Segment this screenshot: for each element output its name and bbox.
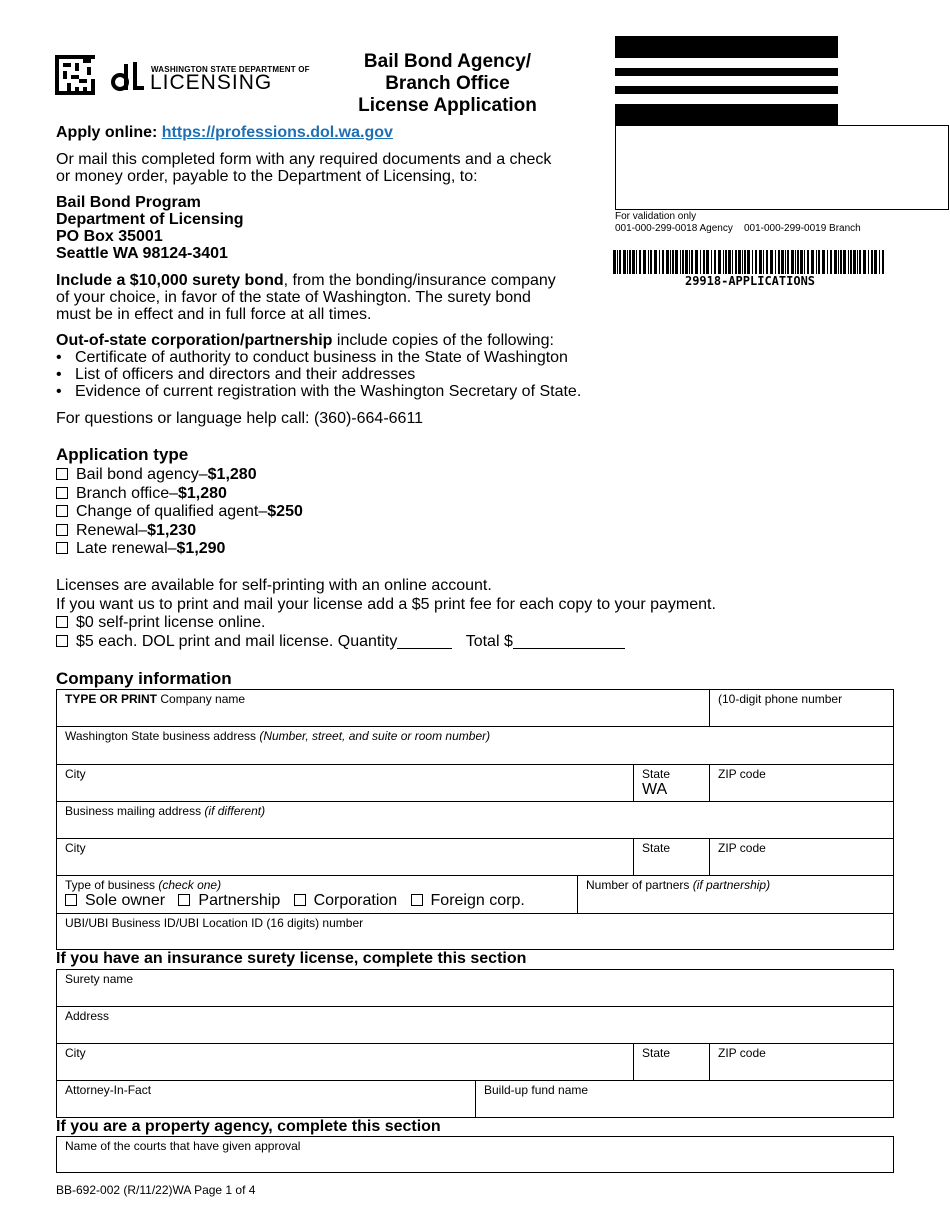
barcode-stripe (747, 250, 750, 274)
barcode-stripe (787, 250, 789, 274)
wa-address-field[interactable]: Washington State business address (Number, street, and suite or room number) (56, 726, 894, 764)
city-field[interactable]: City (56, 764, 633, 801)
barcode-stripe (785, 250, 786, 274)
list-item: • Certificate of authority to conduct business in the State of Washington (56, 349, 568, 366)
barcode-stripe (682, 250, 684, 274)
dol-logo-icon (111, 60, 147, 92)
surety-heading: If you have an insurance surety license, complete this section (56, 950, 527, 967)
barcode-stripe (659, 250, 660, 274)
mailing-address: Bail Bond Program Department of Licensing PO Box 35001 Seattle WA 98124-3401 (56, 194, 244, 262)
barcode-stripe (840, 250, 842, 274)
barcode-stripe (874, 250, 877, 274)
company-info-table (56, 689, 894, 950)
type-option-sole[interactable]: Sole owner (65, 892, 165, 909)
barcode-stripe (670, 250, 671, 274)
agency-small-text: WASHINGTON STATE DEPARTMENT OF (151, 65, 310, 74)
barcode-stripe (623, 250, 626, 274)
barcode-text: 29918-APPLICATIONS (684, 274, 816, 288)
barcode-stripe (706, 250, 709, 274)
build-up-fund-field[interactable]: Build-up fund name (475, 1080, 894, 1118)
barcode-stripe (863, 250, 866, 274)
barcode-stripe (700, 250, 701, 274)
agency-big-text: LICENSING (150, 71, 273, 94)
barcode-stripe (816, 250, 817, 274)
checkbox[interactable] (65, 894, 77, 906)
validation-bar (615, 86, 838, 94)
mailing-state-field[interactable]: State (633, 838, 709, 875)
barcode-stripe (859, 250, 861, 274)
list-item: • List of officers and directors and their addresses (56, 366, 416, 383)
property-heading: If you are a property agency, complete this section (56, 1118, 441, 1135)
surety-name-field[interactable]: Surety name (56, 969, 894, 1006)
barcode-stripe (666, 250, 669, 274)
barcode-stripe (848, 250, 849, 274)
validation-bar (615, 68, 838, 76)
barcode-stripe (763, 250, 764, 274)
barcode-stripe (738, 250, 741, 274)
print-option-mail[interactable]: $5 each. DOL print and mail license. Quantity Total $ (56, 633, 716, 652)
barcode-stripe (857, 250, 858, 274)
checkbox[interactable] (56, 542, 68, 554)
qr-code-icon (55, 55, 95, 95)
barcode-stripe (759, 250, 762, 274)
out-of-state-note: Out-of-state corporation/partnership include copies of the following: • Certificate of authority to conduct business in the State of Washington • List of officers and directors and their addresses • Evidence of current registration with the Washington Secretary of State. (56, 332, 582, 400)
barcode-stripe (804, 250, 805, 274)
barcode-stripe (752, 250, 753, 274)
app-type-option[interactable]: Branch office–$1,280 (56, 485, 303, 504)
surety-bond-note: Include a $10,000 surety bond, from the bonding/insurance company of your choice, in favor of the state of Washington. The surety bond must be in effect and in full force at all times. (56, 272, 556, 323)
courts-field[interactable]: Name of the courts that have given approval (56, 1136, 894, 1173)
checkbox[interactable] (56, 505, 68, 517)
phone-field[interactable]: (10-digit phone number (709, 689, 894, 726)
validation-codes: 001-000-299-0018 Agency 001-000-299-0019 Branch (615, 223, 861, 234)
quantity-field[interactable] (397, 634, 452, 649)
checkbox[interactable] (56, 468, 68, 480)
application-type-heading: Application type (56, 445, 189, 464)
mailing-zip-field[interactable]: ZIP code (709, 838, 894, 875)
barcode-stripe (617, 250, 618, 274)
barcode-stripe (800, 250, 803, 274)
barcode-stripe (723, 250, 724, 274)
app-type-option[interactable]: Change of qualified agent–$250 (56, 503, 303, 522)
barcode-stripe (695, 250, 698, 274)
barcode-stripe (775, 250, 776, 274)
barcode-stripe (755, 250, 757, 274)
barcode-stripe (711, 250, 712, 274)
barcode-icon (613, 250, 887, 274)
mail-instructions: Or mail this completed form with any required documents and a check or money order, payable to the Department of Licensing, to: (56, 151, 552, 185)
surety-state-field[interactable]: State (633, 1043, 709, 1080)
surety-address-field[interactable]: Address (56, 1006, 894, 1043)
barcode-stripe (714, 250, 716, 274)
barcode-stripe (685, 250, 688, 274)
partners-field[interactable]: Number of partners (if partnership) (577, 875, 894, 913)
mailing-address-field[interactable]: Business mailing address (if different) (56, 801, 894, 838)
barcode-stripe (795, 250, 796, 274)
barcode-stripe (742, 250, 743, 274)
checkbox[interactable] (56, 487, 68, 499)
form-title: Bail Bond Agency/ Branch Office License Application (358, 51, 537, 116)
checkbox[interactable] (178, 894, 190, 906)
barcode-stripe (662, 250, 664, 274)
checkbox[interactable] (411, 894, 423, 906)
app-type-option[interactable]: Renewal–$1,230 (56, 522, 303, 541)
barcode-stripe (732, 250, 733, 274)
barcode-stripe (636, 250, 637, 274)
barcode-stripe (613, 250, 616, 274)
barcode-stripe (879, 250, 880, 274)
barcode-stripe (650, 250, 652, 274)
property-table (56, 1136, 894, 1173)
barcode-stripe (627, 250, 628, 274)
validation-box (615, 125, 949, 210)
validation-bar (615, 36, 838, 58)
barcode-stripe (834, 250, 837, 274)
apply-online-link[interactable]: https://professions.dol.wa.gov (161, 124, 393, 141)
checkbox[interactable] (294, 894, 306, 906)
barcode-stripe (639, 250, 641, 274)
barcode-stripe (770, 250, 773, 274)
barcode-stripe (778, 250, 780, 274)
barcode-stripe (654, 250, 657, 274)
list-item: • Evidence of current registration with the Washington Secretary of State. (56, 383, 582, 400)
barcode-stripe (868, 250, 869, 274)
app-type-option[interactable]: Late renewal–$1,290 (56, 540, 303, 559)
business-type-field: Type of business (check one) Sole owner Partnership Corporation Foreign corp. (56, 875, 577, 913)
barcode-stripe (838, 250, 839, 274)
barcode-stripe (689, 250, 690, 274)
zip-field[interactable]: ZIP code (709, 764, 894, 801)
barcode-stripe (781, 250, 784, 274)
barcode-stripe (853, 250, 856, 274)
checkbox[interactable] (56, 635, 68, 647)
form-footer: BB-692-002 (R/11/22)WA Page 1 of 4 (56, 1183, 256, 1197)
app-type-option[interactable]: Bail bond agency–$1,280 (56, 466, 303, 485)
barcode-stripe (643, 250, 646, 274)
checkbox[interactable] (56, 616, 68, 628)
surety-city-field[interactable]: City (56, 1043, 633, 1080)
barcode-stripe (882, 250, 884, 274)
barcode-stripe (675, 250, 678, 274)
barcode-stripe (822, 250, 825, 274)
apply-online-line: Apply online: https://professions.dol.wa.gov (56, 124, 393, 141)
barcode-stripe (680, 250, 681, 274)
barcode-stripe (718, 250, 721, 274)
barcode-stripe (818, 250, 820, 274)
mailing-city-field[interactable]: City (56, 838, 633, 875)
application-type-options (56, 466, 303, 559)
type-option-foreign[interactable]: Foreign corp. (411, 892, 525, 909)
state-field[interactable]: State WA (633, 764, 709, 801)
barcode-stripe (672, 250, 674, 274)
barcode-stripe (691, 250, 693, 274)
checkbox[interactable] (56, 524, 68, 536)
barcode-stripe (735, 250, 737, 274)
barcode-stripe (797, 250, 799, 274)
barcode-stripe (827, 250, 828, 274)
validation-label: For validation only (615, 211, 697, 222)
barcode-stripe (632, 250, 635, 274)
print-option-self[interactable]: $0 self-print license online. (56, 614, 716, 633)
barcode-stripe (648, 250, 649, 274)
company-info-heading: Company information (56, 669, 232, 688)
barcode-stripe (843, 250, 846, 274)
barcode-stripe (811, 250, 814, 274)
barcode-stripe (791, 250, 794, 274)
surety-table (56, 969, 894, 1118)
ubi-field[interactable]: UBI/UBI Business ID/UBI Location ID (16 digits) number (56, 913, 894, 950)
barcode-stripe (830, 250, 832, 274)
total-field[interactable] (513, 634, 625, 649)
barcode-stripe (728, 250, 731, 274)
barcode-stripe (807, 250, 809, 274)
barcode-stripe (619, 250, 621, 274)
attorney-in-fact-field[interactable]: Attorney-In-Fact (56, 1080, 475, 1118)
state-value: WA (642, 781, 668, 798)
printing-section: Licenses are available for self-printing with an online account. If you want us to print and mail your license add a $5 print fee for each copy to your payment. $0 self-print license online. $5 each. DOL print and mail license. Quantity Total $ (56, 577, 716, 650)
validation-bar (615, 104, 838, 126)
type-option-corporation[interactable]: Corporation (294, 892, 398, 909)
barcode-stripe (744, 250, 746, 274)
barcode-stripe (871, 250, 873, 274)
company-name-field[interactable]: TYPE OR PRINT Company name (56, 689, 709, 726)
type-option-partnership[interactable]: Partnership (178, 892, 280, 909)
barcode-stripe (703, 250, 705, 274)
barcode-stripe (766, 250, 768, 274)
questions-line: For questions or language help call: (360)-664-6611 (56, 410, 424, 427)
surety-zip-field[interactable]: ZIP code (709, 1043, 894, 1080)
barcode-stripe (629, 250, 631, 274)
barcode-stripe (850, 250, 852, 274)
barcode-stripe (725, 250, 727, 274)
